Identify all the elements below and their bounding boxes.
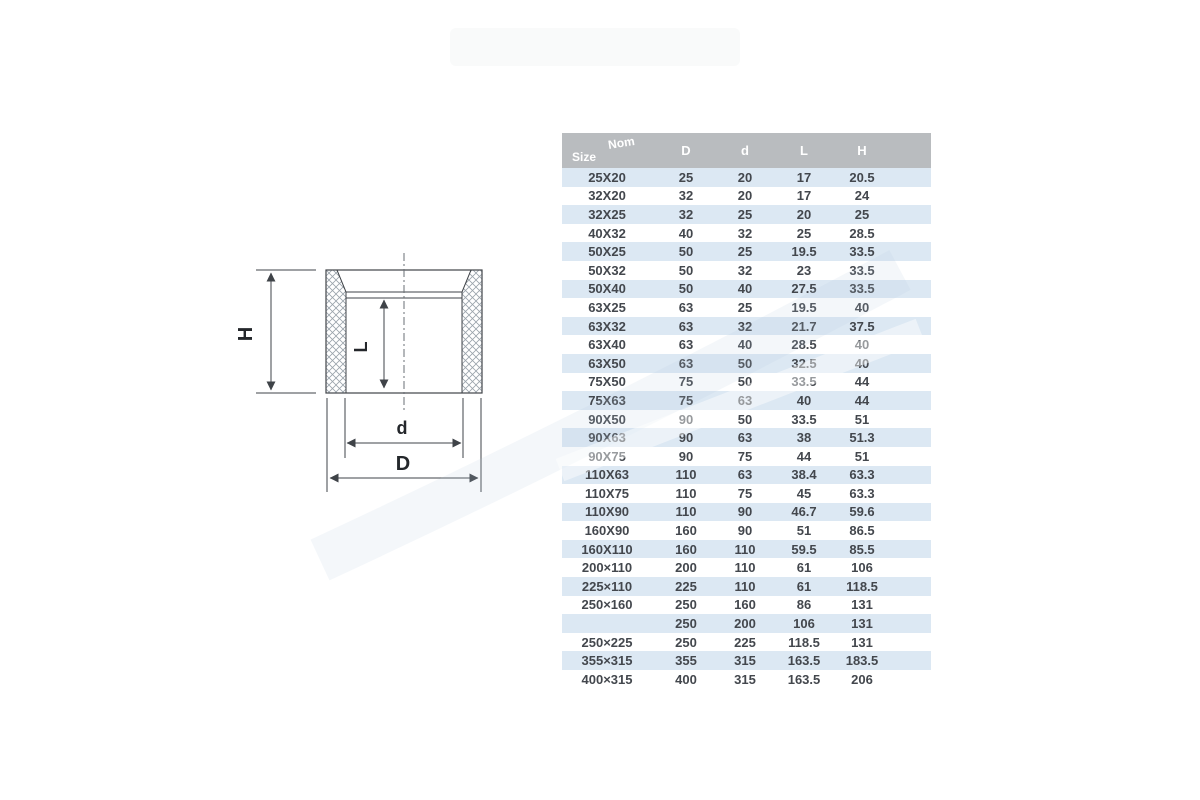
value-cell: 63 [737,392,753,408]
table-row [562,614,931,633]
value-cell: 25 [737,206,753,222]
value-cell: 19.5 [791,244,817,260]
size-cell: 63X32 [588,318,626,334]
value-cell: 225 [734,634,756,650]
value-cell: 21.7 [791,318,817,334]
value-cell: 40 [796,392,812,408]
value-cell: 63 [737,430,753,446]
header-row [562,133,931,168]
value-cell: 90 [737,523,753,539]
value-cell: 44 [854,392,870,408]
table-row [562,466,931,485]
filler-cell [886,577,931,596]
table-header [562,133,931,168]
value-cell: 20.5 [849,169,875,185]
filler-cell [886,205,931,224]
size-cell: 32X20 [588,188,626,204]
filler-cell [886,410,931,429]
size-cell: 63X25 [588,299,626,315]
value-cell: 40 [737,281,753,297]
value-cell: 63 [678,337,694,353]
table-row [562,261,931,280]
value-cell: 46.7 [791,504,817,520]
value-cell: 90 [678,430,694,446]
filler-cell [886,317,931,336]
dimension-d [345,398,463,458]
table-row [562,521,931,540]
value-cell: 33.5 [791,374,817,390]
value-cell: 200 [734,616,756,632]
filler-cell [886,503,931,522]
table-row [562,670,931,689]
value-cell: 50 [678,244,694,260]
size-cell [562,614,652,633]
table-row [562,410,931,429]
size-cell: 355×315 [581,653,633,669]
value-cell: 110 [675,467,697,483]
value-cell: 33.5 [849,262,875,278]
value-cell: 163.5 [787,671,821,687]
size-cell: 90X63 [588,430,626,446]
size-cell: 110X75 [584,485,630,501]
table-row [562,651,931,670]
size-cell: 400×315 [581,671,633,687]
value-cell: 85.5 [849,541,875,557]
value-cell: 32.5 [791,355,817,371]
size-cell: 40X32 [588,225,626,241]
value-cell: 63 [678,355,694,371]
value-cell: 25 [678,169,694,185]
watermark-text-blob [450,28,740,66]
value-cell: 40 [737,337,753,353]
size-cell: 250×160 [581,597,633,613]
value-cell: 163.5 [787,653,821,669]
value-cell: 75 [678,374,694,390]
value-cell: 33.5 [849,244,875,260]
filler-cell [886,391,931,410]
value-cell: 225 [675,578,697,594]
value-cell: 90 [678,448,694,464]
value-cell: 400 [675,671,697,687]
value-cell: 75 [737,448,753,464]
header-col-D: D [652,133,720,168]
size-cell: 90X50 [588,411,626,427]
size-cell: 50X32 [588,262,626,278]
value-cell: 118.5 [846,578,878,594]
size-cell: 63X40 [588,337,626,353]
value-cell: 28.5 [791,337,817,353]
value-cell: 40 [854,299,870,315]
header-nom-label: Nom [607,133,636,153]
dimension-H [235,270,316,393]
value-cell: 206 [851,671,873,687]
value-cell: 250 [675,597,697,613]
value-cell: 118.5 [788,634,820,650]
table-row [562,540,931,559]
value-cell: 90 [678,411,694,427]
size-cell: 32X25 [588,206,626,222]
size-cell: 160X90 [584,523,630,539]
filler-cell [886,633,931,652]
filler-cell [886,484,931,503]
filler-cell [886,558,931,577]
value-cell: 131 [851,634,873,650]
value-cell: 40 [854,337,870,353]
value-cell: 160 [675,523,697,539]
value-cell: 250 [675,634,697,650]
value-cell: 315 [734,671,756,687]
size-cell: 225×110 [581,578,633,594]
value-cell: 200 [675,560,697,576]
value-cell: 50 [678,281,694,297]
table-body [562,168,931,689]
value-cell: 28.5 [849,225,875,241]
table-row [562,447,931,466]
filler-cell [886,168,931,187]
table-row [562,577,931,596]
filler-cell [886,540,931,559]
filler-cell [886,335,931,354]
size-cell: 110X90 [584,504,630,520]
value-cell: 32 [737,262,753,278]
filler-cell [886,670,931,689]
filler-cell [886,298,931,317]
value-cell: 63 [678,299,694,315]
filler-cell [886,521,931,540]
value-cell: 59.6 [849,504,875,520]
header-col-H: H [838,133,886,168]
value-cell: 61 [796,560,812,576]
value-cell: 25 [737,244,753,260]
filler-cell [886,280,931,299]
value-cell: 75 [737,485,753,501]
value-cell: 75 [678,392,694,408]
dim-label-d: d [396,418,408,438]
value-cell: 50 [737,374,753,390]
value-cell: 23 [796,262,812,278]
value-cell: 110 [675,485,697,501]
table-row [562,224,931,243]
value-cell: 106 [851,560,873,576]
value-cell: 24 [854,188,870,204]
value-cell: 33.5 [849,281,875,297]
filler-cell [886,466,931,485]
filler-cell [886,447,931,466]
size-cell: 50X40 [588,281,626,297]
socket-body [326,253,482,412]
value-cell: 17 [796,169,812,185]
table-row [562,428,931,447]
value-cell: 27.5 [791,281,817,297]
dim-label-D: D [395,453,411,475]
filler-cell [886,242,931,261]
value-cell: 40 [854,355,870,371]
value-cell: 51.3 [849,430,875,446]
value-cell: 50 [737,411,753,427]
right-wall-hatch [462,270,482,393]
size-cell: 63X50 [588,355,626,371]
value-cell: 37.5 [849,318,875,334]
table-row [562,596,931,615]
size-cell: 90X75 [588,448,626,464]
table-row [562,205,931,224]
value-cell: 160 [675,541,697,557]
value-cell: 50 [678,262,694,278]
value-cell: 25 [737,299,753,315]
value-cell: 38.4 [791,467,817,483]
table-row [562,503,931,522]
value-cell: 44 [854,374,870,390]
value-cell: 25 [796,225,812,241]
value-cell: 250 [675,616,697,632]
dimension-D [327,398,481,492]
value-cell: 32 [737,318,753,334]
value-cell: 63 [737,467,753,483]
header-col-L: L [770,133,838,168]
value-cell: 110 [734,560,756,576]
value-cell: 25 [854,206,870,222]
table-row [562,168,931,187]
value-cell: 51 [854,448,870,464]
table-row [562,187,931,206]
table-row [562,484,931,503]
value-cell: 86 [796,597,812,613]
table-row [562,280,931,299]
dim-label-L: L [351,341,371,353]
value-cell: 45 [796,485,812,501]
filler-cell [886,261,931,280]
filler-cell [886,651,931,670]
dimensions-table [562,133,931,689]
header-col-d: d [720,133,770,168]
table-row [562,558,931,577]
value-cell: 90 [737,504,753,520]
value-cell: 33.5 [791,411,817,427]
size-cell: 200×110 [581,560,633,576]
filler-cell [886,373,931,392]
header-filler [886,133,931,168]
size-cell: 50X25 [588,244,626,260]
table-row [562,335,931,354]
value-cell: 160 [734,597,756,613]
value-cell: 63 [678,318,694,334]
value-cell: 19.5 [791,299,817,315]
value-cell: 17 [796,188,812,204]
spec-table [562,133,931,689]
table-row [562,317,931,336]
value-cell: 110 [675,504,697,520]
filler-cell [886,596,931,615]
value-cell: 20 [737,188,753,204]
table-row [562,633,931,652]
table-row [562,373,931,392]
filler-cell [886,354,931,373]
filler-cell [886,187,931,206]
value-cell: 110 [734,578,756,594]
size-cell: 25X20 [588,169,626,185]
value-cell: 86.5 [849,523,875,539]
size-cell: 75X63 [588,392,626,408]
size-cell: 110X63 [584,467,630,483]
size-cell: 75X50 [588,374,626,390]
value-cell: 51 [796,523,812,539]
value-cell: 61 [796,578,812,594]
value-cell: 44 [796,448,812,464]
table-row [562,242,931,261]
value-cell: 315 [734,653,756,669]
value-cell: 50 [737,355,753,371]
table-row [562,391,931,410]
header-size-label: Size [572,150,597,164]
value-cell: 51 [854,411,870,427]
value-cell: 59.5 [791,541,817,557]
value-cell: 183.5 [845,653,879,669]
filler-cell [886,224,931,243]
fitting-technical-drawing [225,235,525,515]
value-cell: 63.3 [849,485,875,501]
size-cell: 250×225 [581,634,633,650]
table-row [562,298,931,317]
value-cell: 32 [678,188,694,204]
header-size-nom [562,133,652,168]
value-cell: 131 [851,616,873,632]
value-cell: 40 [678,225,694,241]
value-cell: 106 [793,616,815,632]
filler-cell [886,428,931,447]
dim-label-H: H [235,326,257,342]
size-cell: 160X110 [581,541,633,557]
left-wall-hatch [326,270,346,393]
value-cell: 131 [851,597,873,613]
value-cell: 20 [737,169,753,185]
table-row [562,354,931,373]
value-cell: 32 [737,225,753,241]
value-cell: 63.3 [849,467,875,483]
value-cell: 38 [796,430,812,446]
value-cell: 32 [678,206,694,222]
value-cell: 110 [734,541,756,557]
value-cell: 355 [675,653,697,669]
value-cell: 20 [796,206,812,222]
filler-cell [886,614,931,633]
